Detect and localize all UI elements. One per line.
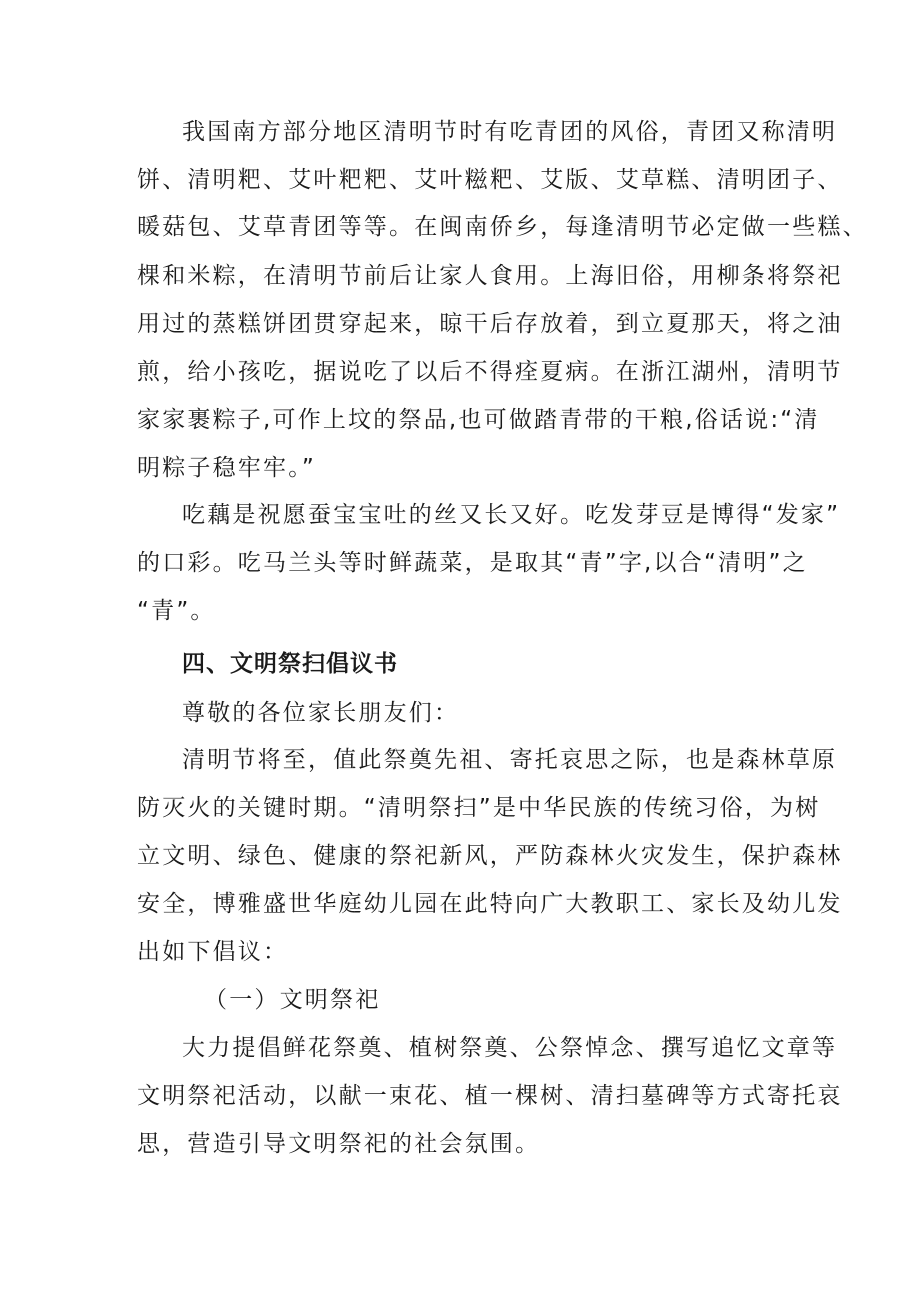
paragraph-1-line-8: 明粽子稳牢牢。”: [137, 455, 317, 481]
paragraph-1-line-6: 煎，给小孩吃，据说吃了以后不得痊夏病。在浙江湖州，清明节: [137, 359, 843, 385]
paragraph-4-line-3: 思，营造引导文明祭祀的社会氛围。: [137, 1131, 541, 1157]
paragraph-3-line-5: 出如下倡议：: [137, 939, 289, 965]
paragraph-3-line-2: 防灭火的关键时期。“清明祭扫”是中华民族的传统习俗，为树: [137, 795, 821, 821]
paragraph-1-line-3: 暖菇包、艾草青团等等。在闽南侨乡，每逢清明节必定做一些糕、: [137, 214, 868, 240]
paragraph-3-line-1: 清明节将至，值此祭奠先祖、寄托哀思之际，也是森林草原: [182, 747, 838, 773]
paragraph-1-line-4: 棵和米粽，在清明节前后让家人食用。上海旧俗，用柳条将祭祀: [137, 263, 843, 289]
paragraph-4-line-1: 大力提倡鲜花祭奠、植树祭奠、公祭悼念、撰写追忆文章等: [182, 1035, 838, 1061]
paragraph-1-line-1: 我国南方部分地区清明节时有吃青团的风俗，青团又称清明: [182, 119, 838, 145]
paragraph-1-line-2: 饼、清明粑、艾叶粑粑、艾叶糍粑、艾版、艾草糕、清明团子、: [137, 167, 843, 193]
subheading: （一）文明祭祀: [204, 987, 381, 1013]
section-heading: 四、文明祭扫倡议书: [182, 651, 398, 677]
paragraph-3-line-3: 立文明、绿色、健康的祭祀新风，严防森林火灾发生，保护森林: [137, 843, 843, 869]
paragraph-2-line-3: “青”。: [137, 598, 216, 624]
paragraph-1-line-7: 家家裹粽子,可作上坟的祭品,也可做踏青带的干粮,俗话说:“清: [137, 407, 820, 433]
paragraph-1-line-5: 用过的蒸糕饼团贯穿起来，晾干后存放着，到立夏那天，将之油: [137, 311, 843, 337]
paragraph-2-line-1: 吃藕是祝愿蚕宝宝吐的丝又长又好。吃发芽豆是博得“发家”: [182, 502, 841, 528]
paragraph-3-line-4: 安全，博雅盛世华庭幼儿园在此特向广大教职工、家长及幼儿发: [137, 891, 843, 917]
paragraph-4-line-2: 文明祭祀活动，以献一束花、植一棵树、清扫墓碑等方式寄托哀: [137, 1083, 843, 1109]
salutation: 尊敬的各位家长朋友们：: [182, 700, 460, 726]
paragraph-2-line-2: 的口彩。吃马兰头等时鲜蔬菜，是取其“青”字,以合“清明”之: [137, 550, 808, 576]
